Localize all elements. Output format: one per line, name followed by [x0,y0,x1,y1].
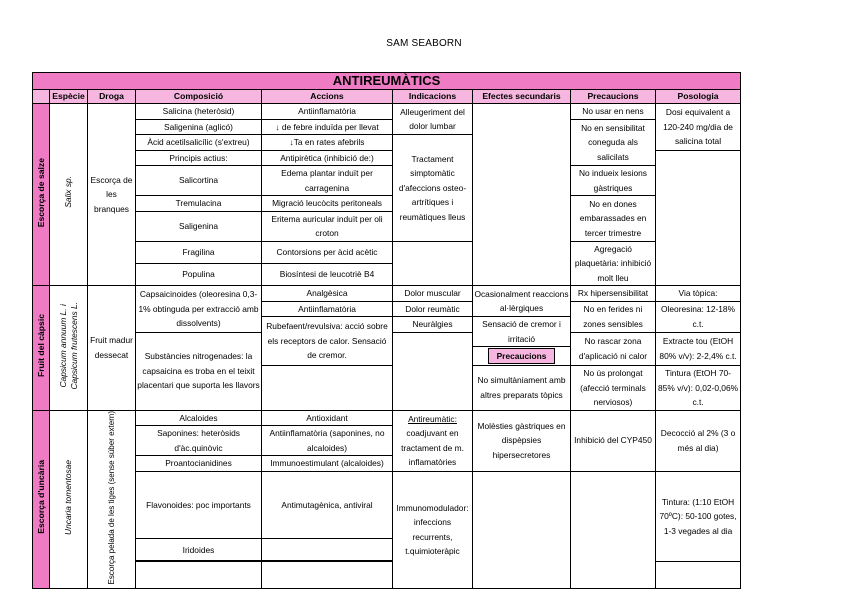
indicacions-cell: Immunomodulador: infeccions recurrents, t.quimioteràpic [393,471,473,589]
precaucions-cell: No usar en nens [571,104,656,120]
accions-cell: Antiinflamatòria [262,104,393,120]
accions-cell: Eritema auricular induït per oli croton [262,211,393,241]
indicacions-cell [393,332,473,410]
composicio-cell: Capsaicinoides (oleoresina 0,3-1% obtinguda per extracció amb dissolvents) [136,286,262,333]
header-accions: Accions [262,90,393,104]
composicio-cell [136,562,262,589]
efectes-cell [473,471,571,589]
indicacions-cell: Tractament simptomàtic d'afeccions osteo-artrítiques i reumàtiques lleus [393,135,473,242]
droga-cell: Fruit madur dessecat [88,286,136,411]
posologia-cell: Tintura: (1:10 EtOH 70ºC): 50-100 gotes, 1-3 vegades al dia [656,471,741,562]
family-label: Escorça de salze [33,104,50,286]
indicacions-cell: Dolor reumàtic [393,301,473,317]
composicio-cell: Saligenina [136,211,262,241]
efectes-cell [473,104,571,286]
species-label: Capsicum annuum L. i Capsicum frutescens L. [50,286,88,411]
header-composicio: Composició [136,90,262,104]
header-row [33,90,741,104]
indicacions-cell [393,241,473,286]
posologia-cell [656,562,741,589]
antireumatics-table [32,72,741,589]
composicio-cell: Substàncies nitrogenades: la capsaicina es troba en el teixit placentari que suporta les llavors [136,332,262,410]
header-indicacions: Indicacions [393,90,473,104]
efectes-cell: Sensació de cremor i irritació [473,317,571,347]
accions-cell: Contorsions per àcid acètic [262,241,393,263]
header-corner [33,90,50,104]
species-label: Salix sp. [50,104,88,286]
accions-cell: Immunoestimulant (alcaloides) [262,456,393,472]
composicio-cell: Flavonoides: poc importants [136,471,262,539]
precaucions-cell [571,471,656,589]
composicio-cell: Salicortina [136,166,262,196]
composicio-cell: Iridoides [136,539,262,561]
posologia-cell: Tintura (EtOH 70-85% v/v): 0,02-0,06% c.t. [656,366,741,411]
droga-cell: Escorça de les branques [88,104,136,286]
table-row [33,104,741,120]
family-label: Fruit del càpsic [33,286,50,411]
indicacions-cell: Alleugeriment del dolor lumbar [393,104,473,135]
species-label: Uncaria tomentosae [50,410,88,589]
table-row [33,286,741,302]
document-author: SAM SEABORN [386,38,462,49]
precaucions-cell: No ús prolongat (afecció terminals nerviosos) [571,366,656,411]
accions-cell: ↓ de febre induïda per llevat [262,119,393,135]
accions-cell [262,539,393,561]
precaucions-cell: No en sensibilitat coneguda als salicilats [571,119,656,166]
accions-cell: ↓Ta en rates afebrils [262,135,393,151]
efectes-cell: Ocasionalment reaccions al·lèrgiques [473,286,571,317]
efectes-precaucions-cell [473,347,571,366]
precaucions-cell: Inhibició del CYP450 [571,410,656,471]
accions-cell: Migració leucòcits peritoneals [262,196,393,212]
precaucions-cell: Agregació plaquetària: inhibició molt lleu [571,241,656,286]
header-precaucions: Precaucions [571,90,656,104]
accions-cell: Antioxidant [262,410,393,426]
accions-cell: Antimutagènica, antiviral [262,471,393,539]
composicio-cell: Saligenina (aglicó) [136,119,262,135]
composicio-cell: Principis actius: [136,150,262,166]
family-label: Escorça d'uncària [33,410,50,589]
indicacions-cell: Antireumàtic: coadjuvant en tractament de m. inflamatòries [393,410,473,471]
header-posologia: Posologia [656,90,741,104]
posologia-cell: Extracte tou (EtOH 80% v/v): 2-2,4% c.t. [656,332,741,366]
precaucions-badge: Precaucions [488,348,556,364]
table-row [33,471,741,539]
table-title: ANTIREUMÀTICS [33,73,741,90]
title-row [33,73,741,90]
composicio-cell: Saponines: heteròsids d'àc.quinòvic [136,426,262,456]
table-row [33,241,741,263]
efectes-cell: Molèsties gàstriques en dispèpsies hipersecretores [473,410,571,471]
table-row [33,196,741,212]
composicio-cell: Fragilina [136,241,262,263]
efectes-cell: No simultàniament amb altres preparats tòpics [473,366,571,411]
precaucions-cell: No rascar zona d'aplicació ni calor [571,332,656,366]
composicio-cell: Àcid acetilsalicílic (s'extreu) [136,135,262,151]
composicio-cell: Proantocianidines [136,456,262,472]
posologia-cell: Dosi equivalent a 120-240 mg/dia de salicina total [656,104,741,151]
accions-cell: Edema plantar induït per carragenina [262,166,393,196]
accions-cell [262,562,393,589]
header-droga: Droga [88,90,136,104]
accions-cell: Antiinflamatòria [262,301,393,317]
table-row [33,119,741,135]
precaucions-cell: No en ferides ni zones sensibles [571,301,656,332]
composicio-cell: Tremulacina [136,196,262,212]
accions-cell: Rubefaent/revulsiva: acció sobre els receptors de calor. Sensació de cremor. [262,317,393,366]
header-efectes: Efectes secundaris [473,90,571,104]
droga-cell: Escorça pelada de les tiges (sense súber extern) [88,410,136,589]
table-row [33,410,741,426]
precaucions-cell: No indueix lesions gàstriques [571,166,656,196]
accions-cell: Antiinflamatòria (saponines, no alcaloides) [262,426,393,456]
precaucions-cell: No en dones embarassades en tercer trimestre [571,196,656,242]
accions-cell: Analgèsica [262,286,393,302]
precaucions-cell: Rx hipersensibilitat [571,286,656,302]
posologia-cell: Via tòpica: [656,286,741,302]
composicio-cell: Salicina (heteròsid) [136,104,262,120]
indicacions-cell: Neuràlgies [393,317,473,333]
accions-cell: Biosíntesi de leucotriè B4 [262,263,393,285]
accions-cell [262,366,393,411]
composicio-cell: Alcaloides [136,410,262,426]
accions-cell: Antipirètica (inhibició de:) [262,150,393,166]
posologia-cell [656,150,741,286]
header-especie: Espècie [50,90,88,104]
posologia-cell: Decocció al 2% (3 o més al dia) [656,410,741,471]
indicacions-cell: Dolor muscular [393,286,473,302]
composicio-cell: Populina [136,263,262,285]
posologia-cell: Oleoresina: 12-18% c.t. [656,301,741,332]
